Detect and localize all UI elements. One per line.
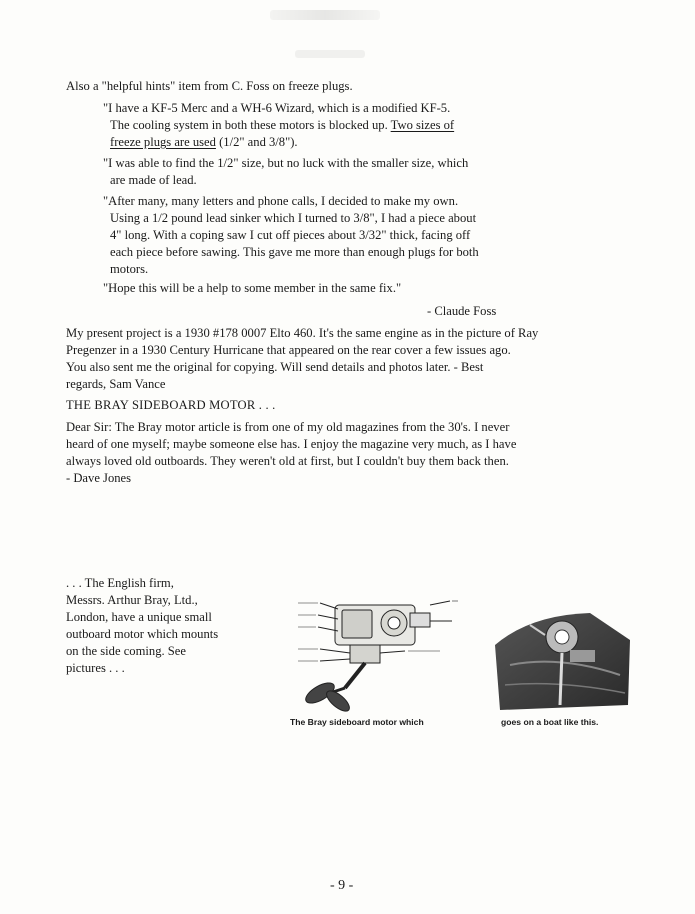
caption-right: goes on a boat like this.: [501, 717, 599, 727]
paragraph-line: - Dave Jones: [66, 471, 132, 485]
quote-line: are made of lead.: [110, 173, 197, 187]
paragraph-line: Pregenzer in a 1930 Century Hurricane that appeared on the rear cover a few issues ago.: [66, 343, 511, 357]
quote-line: 4" long. With a coping saw I cut off pieces about 3/32" thick, facing off: [110, 228, 471, 242]
dave-jones-paragraph: [66, 419, 631, 487]
paragraph-line: regards, Sam Vance: [66, 377, 166, 391]
faded-header-mark: [270, 10, 380, 20]
bray-motor-illustration: [290, 593, 460, 713]
description-line: . . . The English firm,: [66, 576, 174, 590]
quote-line: [103, 117, 573, 134]
quote-line: motors.: [110, 262, 149, 276]
quote-text: (1/2" and 3/8").: [215, 135, 298, 149]
underlined-text: Two sizes of: [390, 118, 455, 132]
description-line: pictures . . .: [66, 661, 125, 675]
quote-line: each piece before sawing. This gave me more than enough plugs for both: [110, 245, 479, 259]
faded-header-mark-2: [295, 50, 365, 58]
quote-hope-help: "Hope this will be a help to some member in the same fix.": [103, 281, 402, 295]
quote-line: Using a 1/2 pound lead sinker which I turned to 3/8", I had a piece about: [110, 211, 477, 225]
page-number: - 9 -: [330, 878, 354, 893]
paragraph-line: always loved old outboards. They weren't old at first, but I couldn't buy them back then.: [66, 454, 509, 468]
paragraph-line: My present project is a 1930 #178 0007 Elto 460. It's the same engine as in the picture of Ray: [66, 326, 539, 340]
sam-vance-paragraph: [66, 325, 631, 393]
quote-line: "After many, many letters and phone calls, I decided to make my own.: [103, 194, 459, 208]
bray-motor-on-boat-photo: [490, 605, 635, 715]
quote-kf5-merc: [103, 100, 573, 151]
caption-left: The Bray sideboard motor which: [290, 717, 424, 727]
quote-line: [103, 134, 573, 151]
quote-make-my-own: [103, 193, 573, 278]
section-heading: THE BRAY SIDEBOARD MOTOR . . .: [66, 398, 276, 412]
quote-half-inch-size: [103, 155, 573, 189]
paragraph-line: You also sent me the original for copying. Will send details and photos later. - Best: [66, 360, 484, 374]
intro-paragraph: Also a "helpful hints" item from C. Foss on freeze plugs.: [66, 79, 353, 93]
quote-line: "I have a KF-5 Merc and a WH-6 Wizard, which is a modified KF-5.: [103, 101, 451, 115]
paragraph-line: heard of one myself; maybe someone else has. I enjoy the magazine very much, as I have: [66, 437, 517, 451]
paragraph-line: Dear Sir: The Bray motor article is from one of my old magazines from the 30's. I never: [66, 420, 510, 434]
bray-description: [66, 575, 266, 677]
description-line: Messrs. Arthur Bray, Ltd.,: [66, 593, 198, 607]
signature-claude-foss: - Claude Foss: [427, 304, 497, 318]
description-line: outboard motor which mounts: [66, 627, 219, 641]
quote-line: "I was able to find the 1/2" size, but no luck with the smaller size, which: [103, 156, 469, 170]
description-line: London, have a unique small: [66, 610, 212, 624]
underlined-text: freeze plugs are used: [110, 135, 216, 149]
description-line: on the side coming. See: [66, 644, 186, 658]
quote-text: The cooling system in both these motors is blocked up.: [110, 118, 391, 132]
